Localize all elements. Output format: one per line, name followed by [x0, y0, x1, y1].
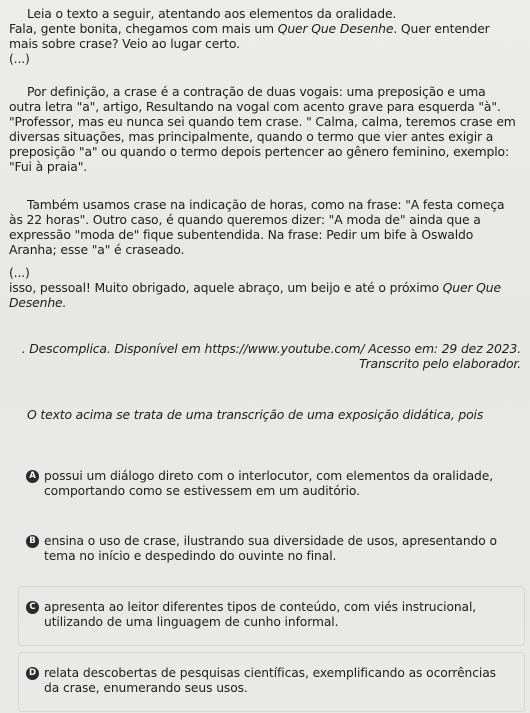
option-letter-badge: B [26, 535, 39, 548]
transcript-paragraph-1 [9, 21, 521, 51]
transcript-paragraph-2 [9, 84, 521, 174]
question-text: O texto acima se trata de uma transcrição de uma exposição didática, pois [27, 407, 484, 422]
program-name-closing: Quer Que Desenhe. [9, 280, 501, 310]
option-letter-badge: A [26, 470, 39, 483]
instruction-text: Leia o texto a seguir, atentando aos elementos da oralidade. [27, 6, 397, 21]
closing-text: isso, pessoal! Muito obrigado, aquele abraço, um beijo e até o próximo [9, 280, 443, 295]
paragraph-3-text: Também usamos crase na indicação de horas, como na frase: "A festa começa às 22 horas". Outro caso, é quando queremos dizer: "A moda de" ainda que a expressão "moda de" fique subentendida. Na frase: Pedir um bife à Oswaldo Aranha; esse "a" é craseado. [9, 197, 505, 257]
transcript-block [9, 6, 521, 66]
option-a-text: possui um diálogo direto com o interlocutor, com elementos da oralidade, comportando como se estivessem em um auditório. [44, 469, 494, 498]
option-c-text: apresenta ao leitor diferentes tipos de conteúdo, com viés instrucional, utilizando de uma linguagem de cunho informal. [44, 600, 477, 629]
ellipsis-1: (...) [9, 51, 30, 66]
option-d-text: relata descobertas de pesquisas científicas, exemplificando as ocorrências da crase, enumerando seus usos. [44, 666, 496, 695]
paragraph-4-text [9, 280, 521, 310]
option-b-text: ensina o uso de crase, ilustrando sua diversidade de usos, apresentando o tema no início e despedindo do ouvinte no final. [44, 534, 497, 563]
paragraph-1-text: Fala, gente bonita, chegamos com mais um [9, 21, 278, 36]
option-letter-badge: C [26, 601, 39, 614]
transcribed-note: Transcrito pelo elaborador. [359, 356, 521, 371]
program-name: Quer Que Desenhe [277, 21, 394, 36]
transcript-closing [9, 265, 521, 310]
transcript-paragraph-3 [9, 197, 521, 257]
paragraph-1-text-end: . Quer entender mais sobre crase? Veio ao lugar certo. [9, 21, 490, 51]
paragraph-2-text: Por definição, a crase é a contração de duas vogais: uma preposição e uma outra letra "a", artigo, Resultando na vogal com acento grave para esquerda "à". "Professor, mas eu nunca sei quando tem crase. " Calma, calma, teremos crase em diversas situações, mas principalmente, quando o termo que vier antes exigir a preposição "a" ou quando o termo depois pertencer ao gênero feminino, exemplo: "Fui à praia". [9, 84, 516, 174]
source-text: . Descomplica. Disponível em https://www.youtube.com/ Acesso em: 29 dez 2023. [21, 341, 521, 356]
question-stem [9, 407, 521, 422]
ellipsis-2: (...) [9, 265, 30, 280]
source-citation [9, 341, 521, 371]
option-letter-badge: D [26, 667, 39, 680]
